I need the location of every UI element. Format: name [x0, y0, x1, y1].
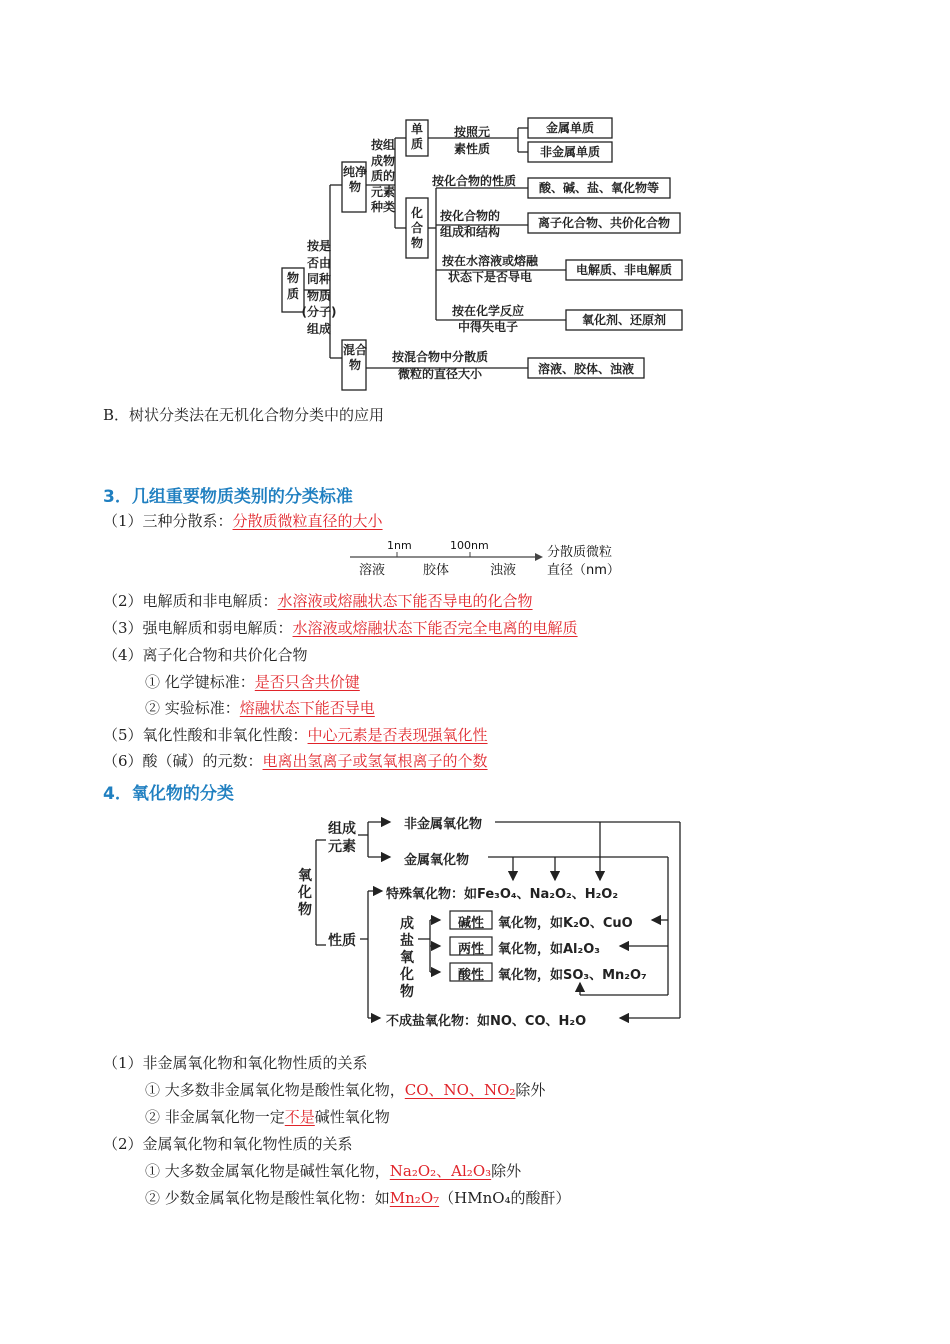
- pure-edge-line: 质的: [370, 169, 395, 183]
- amphoteric-tag: 两性: [458, 942, 485, 957]
- region-suspension: 浊液: [490, 563, 517, 578]
- element-edge-line: 素性质: [453, 142, 490, 156]
- c4-edge-line: 中得失电子: [458, 320, 519, 334]
- axis-label-2: 直径（nm）: [547, 563, 620, 578]
- mix-edge-line: 按混合物中分散质: [392, 350, 489, 364]
- mixture-edge-label: [392, 349, 488, 383]
- c3-edge-line: 按在水溶液或熔融: [442, 254, 539, 268]
- pure-substance-label: 纯净物: [343, 165, 368, 194]
- pure-edge-line: 元素: [370, 184, 395, 199]
- compound-by-redox-label: [452, 303, 524, 335]
- by-element-line: 元素: [328, 839, 356, 855]
- caption-b: B．树状分类法在无机化合物分类中的应用: [103, 406, 385, 424]
- item-5: （5）氧化性酸和非氧化性酸：中心元素是否表现强氧化性: [103, 726, 488, 744]
- pure-edge-line: 种类: [370, 200, 395, 214]
- rel2-b: ② 少数金属氧化物是酸性氧化物：如Mn₂O₇（HMnO₄的酸酐）: [145, 1189, 571, 1207]
- axis-label-1: 分散质微粒: [547, 545, 613, 560]
- c2-edge-line: 组成和结构: [440, 225, 501, 239]
- item-4: （4）离子化合物和共价化合物: [103, 646, 308, 664]
- element-edge-line: 按照元: [453, 125, 490, 139]
- basic-example: 氧化物，如K₂O、CuO: [498, 916, 633, 931]
- rel1-a: ① 大多数非金属氧化物是酸性氧化物，CO、NO、NO₂除外: [145, 1081, 546, 1099]
- root-edge-line: 组成: [306, 321, 331, 336]
- item-4-1: ① 化学键标准：是否只含共价键: [145, 673, 360, 691]
- acidic-example: 氧化物，如SO₃、Mn₂O₇: [498, 968, 647, 983]
- c4-edge-line: 按在化学反应: [452, 304, 525, 318]
- nonmetal-element-box: 非金属单质: [539, 145, 600, 159]
- pure-edge-line: 成物: [370, 153, 395, 168]
- element-edge-label: [444, 124, 500, 158]
- item-1: （1）三种分散系：分散质微粒直径的大小: [103, 512, 383, 530]
- element-label: 单质: [410, 122, 423, 151]
- c2-edge-line: 按化合物的: [440, 209, 501, 223]
- root-edge-line: (分子): [301, 305, 337, 319]
- acidic-tag: 酸性: [458, 968, 485, 983]
- pure-edge-label: [366, 138, 400, 216]
- root-edge-line: 同种: [306, 272, 331, 286]
- oxidant-reductant-box: 氧化剂、还原剂: [581, 313, 666, 327]
- region-solution: 溶液: [359, 563, 386, 578]
- solution-colloid-box: 溶液、胶体、浊液: [537, 362, 634, 376]
- mixture-label: 混合物: [343, 343, 368, 372]
- root-edge-line: 否由: [306, 255, 331, 270]
- item-6: （6）酸（碱）的元数：电离出氢离子或氢氧根离子的个数: [103, 752, 488, 770]
- by-property-label: 性质: [328, 933, 356, 949]
- item-2: （2）电解质和非电解质：水溶液或熔融状态下能否导电的化合物: [103, 592, 533, 610]
- ionic-covalent-box: 离子化合物、共价化合物: [537, 216, 670, 230]
- basic-tag: 碱性: [458, 916, 485, 931]
- acid-base-salt-box: 酸、碱、盐、氧化物等: [538, 181, 659, 195]
- oxide-root-label: 氧化物: [298, 868, 312, 918]
- rel2-title: （2）金属氧化物和氧化物性质的关系: [103, 1135, 353, 1153]
- rel2-a: ① 大多数金属氧化物是碱性氧化物，Na₂O₂、Al₂O₃除外: [145, 1162, 522, 1180]
- by-element-label: [328, 820, 356, 856]
- compound-by-conductivity-label: [442, 253, 538, 285]
- metal-element-box: 金属单质: [545, 121, 594, 135]
- tree-root-label: 物质: [286, 271, 299, 301]
- rel1-title: （1）非金属氧化物和氧化物性质的关系: [103, 1054, 368, 1072]
- root-edge-line: 物质: [306, 288, 331, 303]
- amphoteric-example: 氧化物，如Al₂O₃: [498, 942, 600, 957]
- item-3: （3）强电解质和弱电解质：水溶液或熔融状态下能否完全电离的电解质: [103, 619, 578, 637]
- dispersion-scale: [345, 536, 625, 582]
- compound-by-structure-label: [440, 208, 500, 240]
- electrolyte-box: 电解质、非电解质: [575, 263, 672, 277]
- nonmetal-oxide-label: 非金属氧化物: [404, 817, 483, 832]
- section-3-heading: 3．几组重要物质类别的分类标准: [103, 487, 353, 507]
- compound-by-property-label: 按化合物的性质: [432, 174, 517, 188]
- tick-100nm: 100nm: [450, 539, 489, 552]
- root-edge-line: 按是: [306, 239, 331, 253]
- item-4-2: ② 实验标准：熔融状态下能否导电: [145, 699, 375, 717]
- pure-edge-line: 按组: [370, 138, 395, 152]
- tick-1nm: 1nm: [387, 539, 412, 552]
- root-edge-label: [301, 238, 337, 337]
- by-element-line: 组成: [328, 821, 356, 837]
- c3-edge-line: 状态下是否导电: [448, 270, 533, 284]
- salt-forming-oxide-label: 成盐氧化物: [400, 916, 414, 1000]
- mix-edge-line: 微粒的直径大小: [398, 367, 483, 381]
- rel1-b: ② 非金属氧化物一定不是碱性氧化物: [145, 1108, 390, 1126]
- compound-label: 化合物: [410, 206, 423, 250]
- section-4-heading: 4．氧化物的分类: [103, 784, 234, 804]
- metal-oxide-label: 金属氧化物: [404, 853, 470, 868]
- non-salt-oxide-label: 不成盐氧化物：如NO、CO、H₂O: [386, 1014, 587, 1029]
- special-oxide-label: 特殊氧化物：如Fe₃O₄、Na₂O₂、H₂O₂: [386, 887, 619, 902]
- region-colloid: 胶体: [423, 563, 450, 578]
